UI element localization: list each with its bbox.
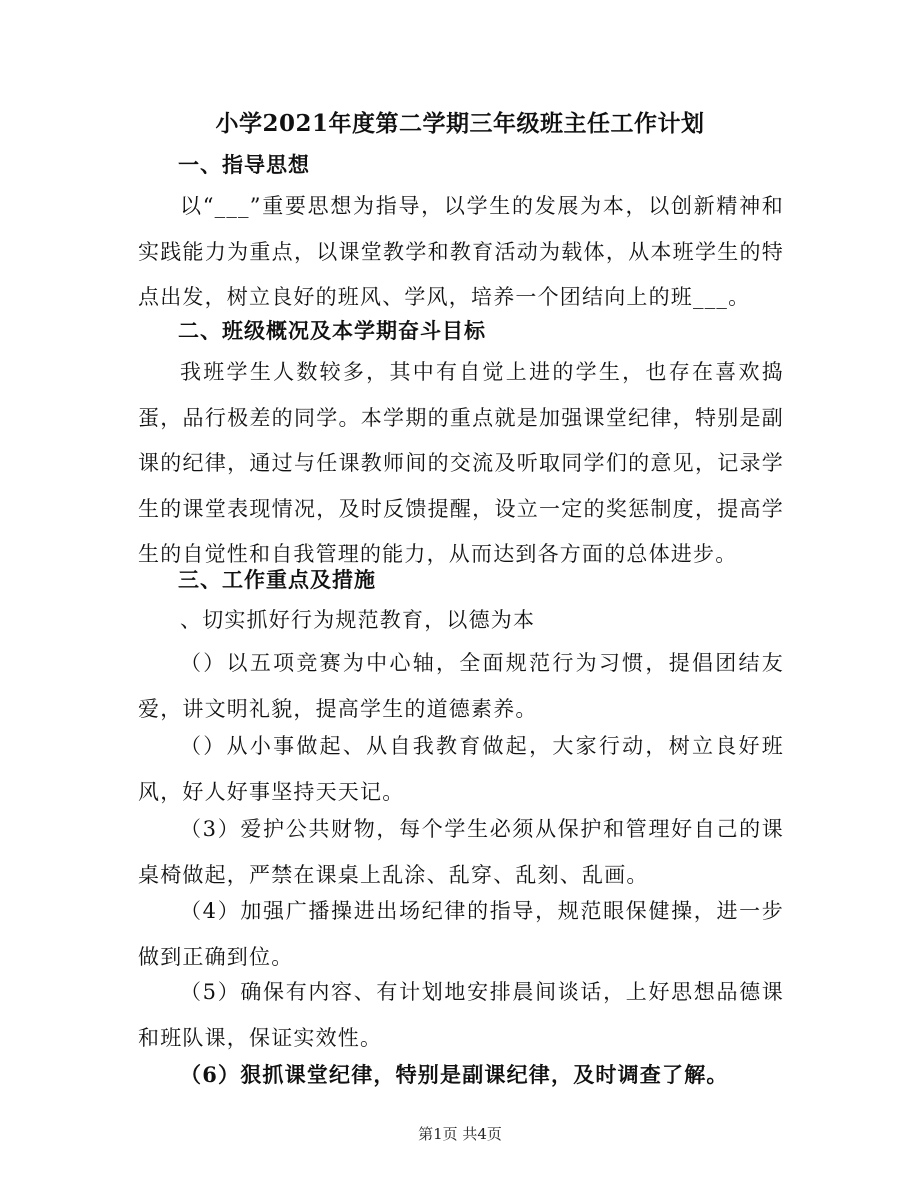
section-heading-class-overview: 二、班级概况及本学期奋斗目标 [178, 318, 486, 343]
section-heading-guiding-ideology: 一、指导思想 [178, 152, 310, 177]
paragraph-class-overview: 我班学生人数较多，其中有自觉上进的学生，也存在喜欢捣蛋，品行极差的同学。本学期的重点就是加强课堂纪律，特别是副课的纪律，通过与任课教师间的交流及听取同学们的意见，记录学生的课堂表现情况，及时反馈提醒，设立一定的奖惩制度，提高学生的自觉性和自我管理的能力，从而达到各方面的总体进步。 [138, 360, 784, 566]
paragraph-item-1: （）以五项竞赛为中心轴，全面规范行为习惯，提倡团结友爱，讲文明礼貌，提高学生的道德素养。 [138, 651, 784, 721]
paragraph-item-5: （5）确保有内容、有计划地安排晨间谈话，上好思想品德课和班队课，保证实效性。 [138, 980, 784, 1050]
paragraph-guiding-ideology: 以“___”重要思想为指导，以学生的发展为本，以创新精神和实践能力为重点，以课堂教学和教育活动为载体，从本班学生的特点出发，树立良好的班风、学风，培养一个团结向上的班___。 [138, 194, 784, 309]
section-heading-work-focus: 三、工作重点及措施 [178, 567, 376, 592]
paragraph-item-3: （3）爱护公共财物，每个学生必须从保护和管理好自己的课桌椅做起，严禁在课桌上乱涂、乱穿、乱刻、乱画。 [138, 817, 784, 887]
paragraph-item-2: （）从小事做起、从自我教育做起，大家行动，树立良好班风，好人好事坚持天天记。 [138, 734, 784, 804]
paragraph-item-behavior-education: 、切实抓好行为规范教育，以德为本 [180, 608, 536, 632]
paragraph-item-4: （4）加强广播操进出场纪律的指导，规范眼保健操，进一步做到正确到位。 [138, 899, 784, 969]
paragraph-item-6: （6）狠抓课堂纪律，特别是副课纪律，及时调查了解。 [180, 1062, 729, 1087]
document-title: 小学2021年度第二学期三年级班主任工作计划 [215, 110, 705, 137]
page-footer: 第1页 共4页 [418, 1125, 502, 1143]
